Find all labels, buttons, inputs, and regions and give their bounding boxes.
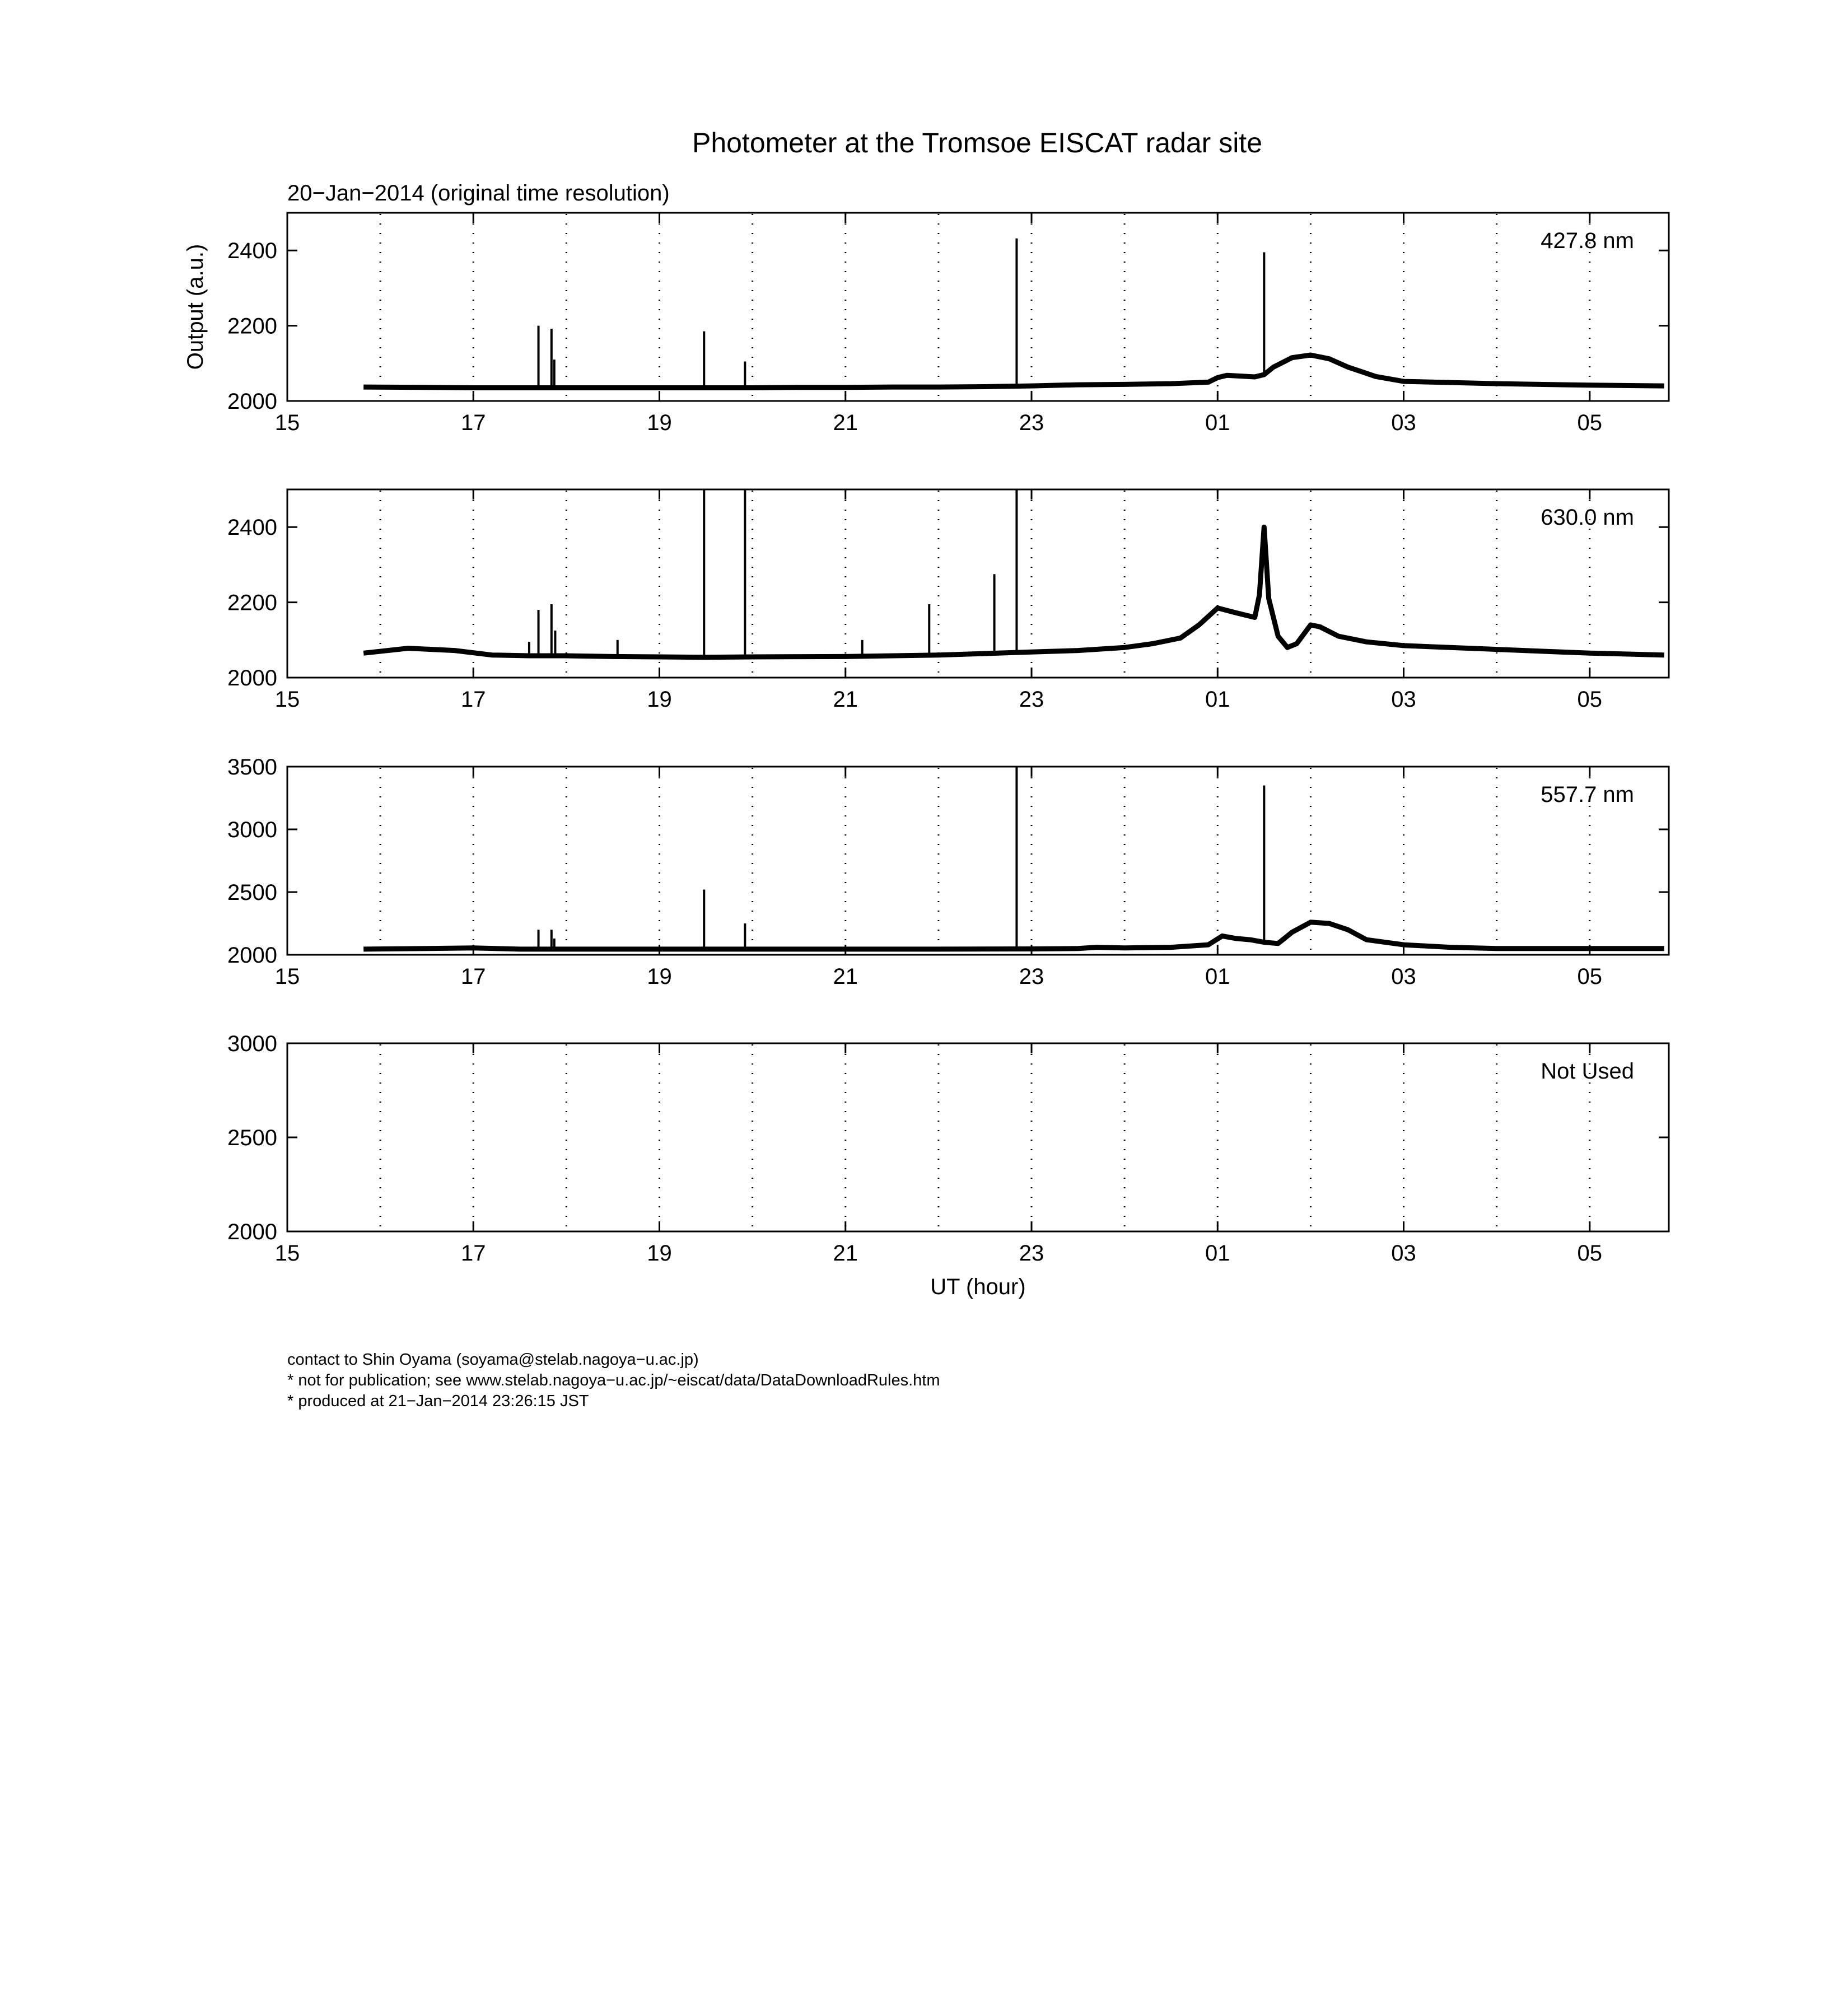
- figure-title: Photometer at the Tromsoe EISCAT radar site: [692, 127, 1263, 158]
- x-tick-label: 01: [1205, 687, 1230, 712]
- y-tick-label: 3000: [227, 818, 277, 842]
- x-tick-label: 05: [1577, 1241, 1603, 1266]
- y-tick-label: 2500: [227, 1126, 277, 1150]
- footer-contact: contact to Shin Oyama (soyama@stelab.nagoya−u.ac.jp): [287, 1351, 699, 1369]
- y-tick-label: 3500: [227, 755, 277, 780]
- y-tick-label: 2000: [227, 943, 277, 968]
- panels-group: [183, 213, 1669, 1299]
- x-tick-label: 01: [1205, 1241, 1230, 1266]
- x-tick-label: 19: [647, 410, 672, 435]
- x-tick-label: 15: [274, 687, 300, 712]
- y-tick-label: 2400: [227, 239, 277, 264]
- y-tick-label: 2500: [227, 880, 277, 905]
- x-tick-label: 05: [1577, 964, 1603, 989]
- x-tick-label: 17: [461, 687, 486, 712]
- x-tick-label: 19: [647, 687, 672, 712]
- footer-notes: [287, 1350, 940, 1412]
- x-tick-label: 21: [833, 1241, 858, 1266]
- grid-lines: [380, 1044, 1590, 1230]
- x-tick-label: 23: [1019, 964, 1044, 989]
- x-tick-label: 23: [1019, 687, 1044, 712]
- series-line-1: [363, 355, 1664, 388]
- x-tick-label: 23: [1019, 410, 1044, 435]
- x-tick-label: 01: [1205, 964, 1230, 989]
- x-tick-label: 15: [274, 1241, 300, 1266]
- x-tick-label: 05: [1577, 687, 1603, 712]
- x-tick-label: 03: [1391, 964, 1416, 989]
- grid-lines: [380, 768, 1590, 954]
- x-tick-label: 15: [274, 964, 300, 989]
- x-tick-label: 05: [1577, 410, 1603, 435]
- x-tick-label: 21: [833, 410, 858, 435]
- x-tick-label: 17: [461, 1241, 486, 1266]
- panel-frame: [287, 213, 1669, 401]
- x-tick-label: 03: [1391, 410, 1416, 435]
- x-tick-label: 19: [647, 1241, 672, 1266]
- series-line-1: [363, 527, 1664, 657]
- x-tick-label: 21: [833, 687, 858, 712]
- panel-wavelength-label: Not Used: [1541, 1059, 1634, 1084]
- grid-lines: [380, 491, 1590, 676]
- y-tick-label: 2400: [227, 515, 277, 540]
- y-axis-label: Output (a.u.): [183, 244, 208, 370]
- panel-wavelength-label: 427.8 nm: [1541, 228, 1634, 253]
- x-tick-label: 15: [274, 410, 300, 435]
- y-tick-label: 2200: [227, 590, 277, 615]
- x-tick-label: 03: [1391, 1241, 1416, 1266]
- series-line-1: [363, 922, 1664, 949]
- x-tick-label: 17: [461, 964, 486, 989]
- grid-lines: [380, 214, 1590, 400]
- x-tick-label: 21: [833, 964, 858, 989]
- panel-3: [227, 755, 1669, 989]
- x-tick-label: 17: [461, 410, 486, 435]
- y-tick-label: 2000: [227, 666, 277, 690]
- footer-produced: * produced at 21−Jan−2014 23:26:15 JST: [287, 1392, 589, 1410]
- footer-rules: * not for publication; see www.stelab.nagoya−u.ac.jp/~eiscat/data/DataDownloadRules.htm: [287, 1371, 940, 1389]
- x-tick-label: 01: [1205, 410, 1230, 435]
- panel-2: [227, 489, 1669, 712]
- x-tick-label: 03: [1391, 687, 1416, 712]
- panel-frame: [287, 767, 1669, 955]
- y-tick-label: 2000: [227, 1220, 277, 1244]
- x-axis-label: UT (hour): [930, 1275, 1026, 1299]
- y-tick-label: 2000: [227, 389, 277, 414]
- panel-wavelength-label: 557.7 nm: [1541, 782, 1634, 807]
- panel-1: [183, 213, 1669, 435]
- x-tick-label: 23: [1019, 1241, 1044, 1266]
- panel-wavelength-label: 630.0 nm: [1541, 505, 1634, 530]
- y-tick-label: 3000: [227, 1032, 277, 1056]
- panel-frame: [287, 1043, 1669, 1231]
- panel-4: [227, 1032, 1669, 1299]
- x-tick-label: 19: [647, 964, 672, 989]
- y-tick-label: 2200: [227, 314, 277, 339]
- figure-subtitle: 20−Jan−2014 (original time resolution): [287, 181, 670, 206]
